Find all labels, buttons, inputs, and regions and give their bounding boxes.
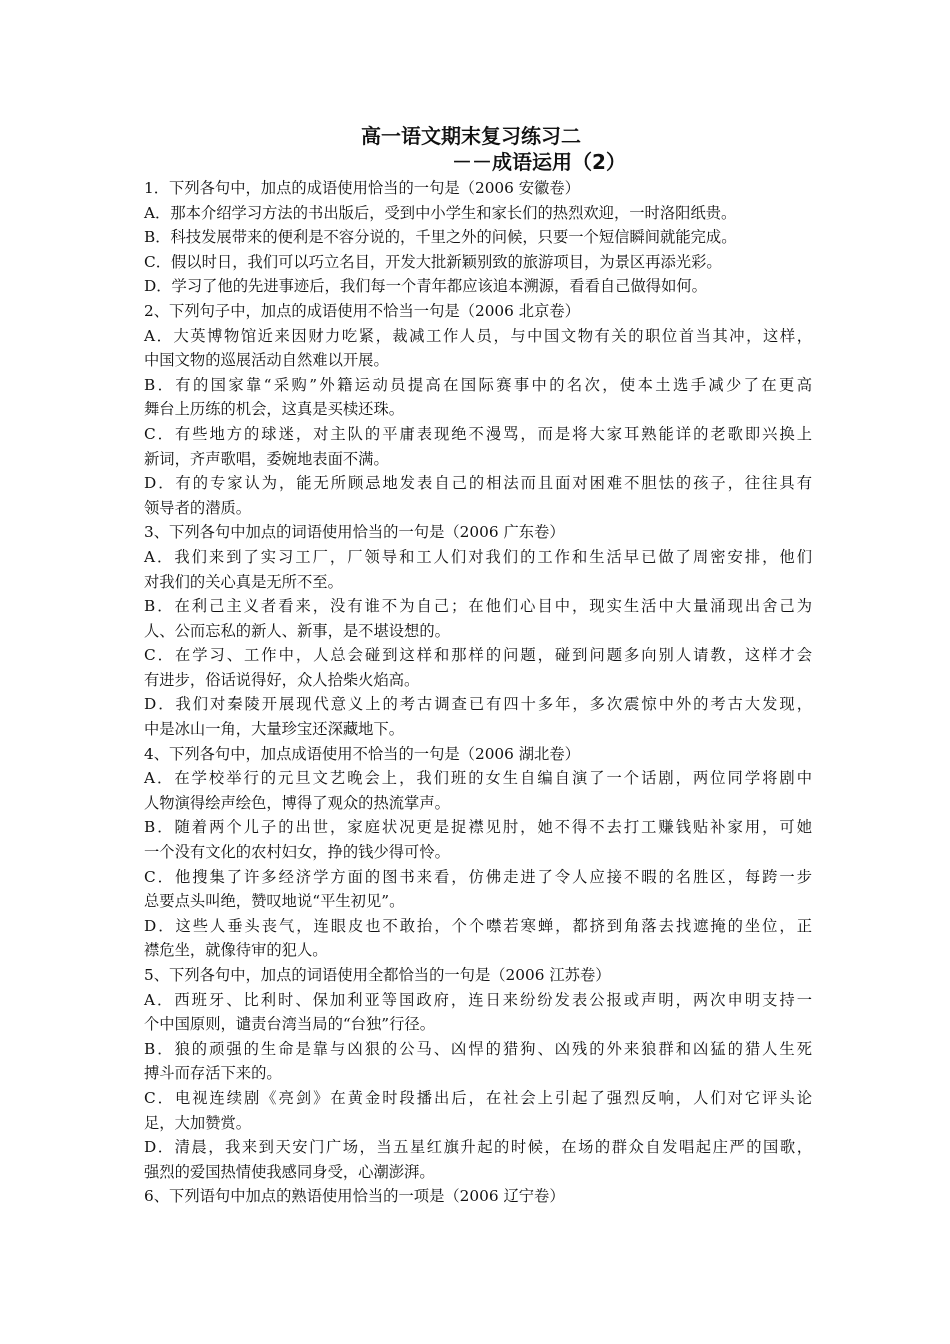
text-line: 人物演得绘声绘色，博得了观众的热流掌声。 <box>144 793 450 812</box>
text-line: 中是冰山一角，大量珍宝还深藏地下。 <box>144 720 405 739</box>
text-line: 3、下列各句中加点的词语使用恰当的一句是（2006 广东卷） <box>144 523 565 542</box>
document-body <box>144 176 812 1209</box>
text-line: 一个没有文化的农村妇女，挣的钱少得可怜。 <box>144 843 450 862</box>
text-line: B．有的国家靠“采购”外籍运动员提高在国际赛事中的名次，使本土选手减少了在更高 <box>144 375 812 394</box>
text-line: C．他搜集了许多经济学方面的图书来看，仿佛走进了令人应接不暇的名胜区，每跨一步 <box>144 867 812 886</box>
text-line: B．狼的顽强的生命是靠与凶狠的公马、凶悍的猎狗、凶残的外来狼群和凶猛的猎人生死 <box>144 1039 812 1058</box>
text-line: 新词，齐声歌唱，委婉地表面不满。 <box>144 449 389 468</box>
text-line: A．大英博物馆近来因财力吃紧，裁减工作人员，与中国文物有关的职位首当其冲，这样， <box>144 326 812 345</box>
text-line: A．我们来到了实习工厂，厂领导和工人们对我们的工作和生活早已做了周密安排，他们 <box>144 547 812 566</box>
text-line: 2、下列句子中，加点的成语使用不恰当一句是（2006 北京卷） <box>144 301 580 320</box>
text-line: C．电视连续剧《亮剑》在黄金时段播出后，在社会上引起了强烈反响，人们对它评头论 <box>144 1088 812 1107</box>
text-line: 4、下列各句中，加点成语使用不恰当的一句是（2006 湖北卷） <box>144 744 580 763</box>
text-line: 对我们的关心真是无所不至。 <box>144 572 343 591</box>
text-line: D．有的专家认为，能无所顾忌地发表自己的相法而且面对困难不胆怯的孩子，往往具有 <box>144 474 812 493</box>
text-line: D．这些人垂头丧气，连眼皮也不敢抬，个个噤若寒蝉，都挤到角落去找遮掩的坐位，正 <box>144 916 812 935</box>
document-title: 高一语文期末复习练习二 <box>361 124 581 148</box>
text-line: B．科技发展带来的便利是不容分说的，千里之外的问候，只要一个短信瞬间就能完成。 <box>144 228 737 247</box>
text-line: D．我们对秦陵开展现代意义上的考古调查已有四十多年，多次震惊中外的考古大发现， <box>144 695 812 714</box>
text-line: 领导者的潜质。 <box>144 498 252 517</box>
text-line: C．在学习、工作中，人总会碰到这样和那样的问题，碰到问题多向别人请教，这样才会 <box>144 646 812 665</box>
text-line: 强烈的爱国热情使我感同身受，心潮澎湃。 <box>144 1162 435 1181</box>
text-line: 中国文物的巡展活动自然难以开展。 <box>144 351 389 370</box>
text-line: 有进步，俗话说得好，众人拾柴火焰高。 <box>144 670 420 689</box>
text-line: D．清晨，我来到天安门广场，当五星红旗升起的时候，在场的群众自发唱起庄严的国歌， <box>144 1138 812 1157</box>
text-line: 襟危坐，就像待审的犯人。 <box>144 941 328 960</box>
text-line: 足，大加赞赏。 <box>144 1113 252 1132</box>
text-line: B．在利己主义者看来，没有谁不为自己；在他们心目中，现实生活中大量涌现出舍己为 <box>144 597 812 616</box>
text-line: 舞台上历练的机会，这真是买椟还珠。 <box>144 400 405 419</box>
text-line: A．在学校举行的元旦文艺晚会上，我们班的女生自编自演了一个话剧，两位同学将剧中 <box>144 769 812 788</box>
text-line: 总要点头叫绝，赞叹地说“平生初见”。 <box>144 892 405 911</box>
text-line: 5、下列各句中，加点的词语使用全都恰当的一句是（2006 江苏卷） <box>144 966 611 984</box>
text-line: 搏斗而存活下来的。 <box>144 1064 282 1083</box>
text-line: 1．下列各句中，加点的成语使用恰当的一句是（2006 安徽卷） <box>144 179 580 197</box>
text-line: 人、公而忘私的新人、新事，是不堪设想的。 <box>144 621 450 640</box>
text-line: 6、下列语句中加点的熟语使用恰当的一项是（2006 辽宁卷） <box>144 1187 565 1206</box>
document-subtitle: －－成语运用（2） <box>452 150 626 174</box>
text-line: A．西班牙、比利时、保加利亚等国政府，连日来纷纷发表公报或声明，两次申明支持一 <box>144 990 812 1009</box>
text-line: A．那本介绍学习方法的书出版后，受到中小学生和家长们的热烈欢迎，一时洛阳纸贵。 <box>144 203 737 222</box>
text-line: B．随着两个儿子的出世，家庭状况更是捉襟见肘，她不得不去打工赚钱贴补家用，可她 <box>144 818 812 837</box>
text-line: D．学习了他的先进事迹后，我们每一个青年都应该追本溯源，看看自己做得如何。 <box>144 277 707 296</box>
text-line: C．有些地方的球迷，对主队的平庸表现绝不漫骂，而是将大家耳熟能详的老歌即兴换上 <box>144 424 812 443</box>
text-line: C．假以时日，我们可以巧立名目，开发大批新颖别致的旅游项目，为景区再添光彩。 <box>144 252 722 271</box>
text-line: 个中国原则，谴责台湾当局的“台独”行径。 <box>144 1015 435 1034</box>
